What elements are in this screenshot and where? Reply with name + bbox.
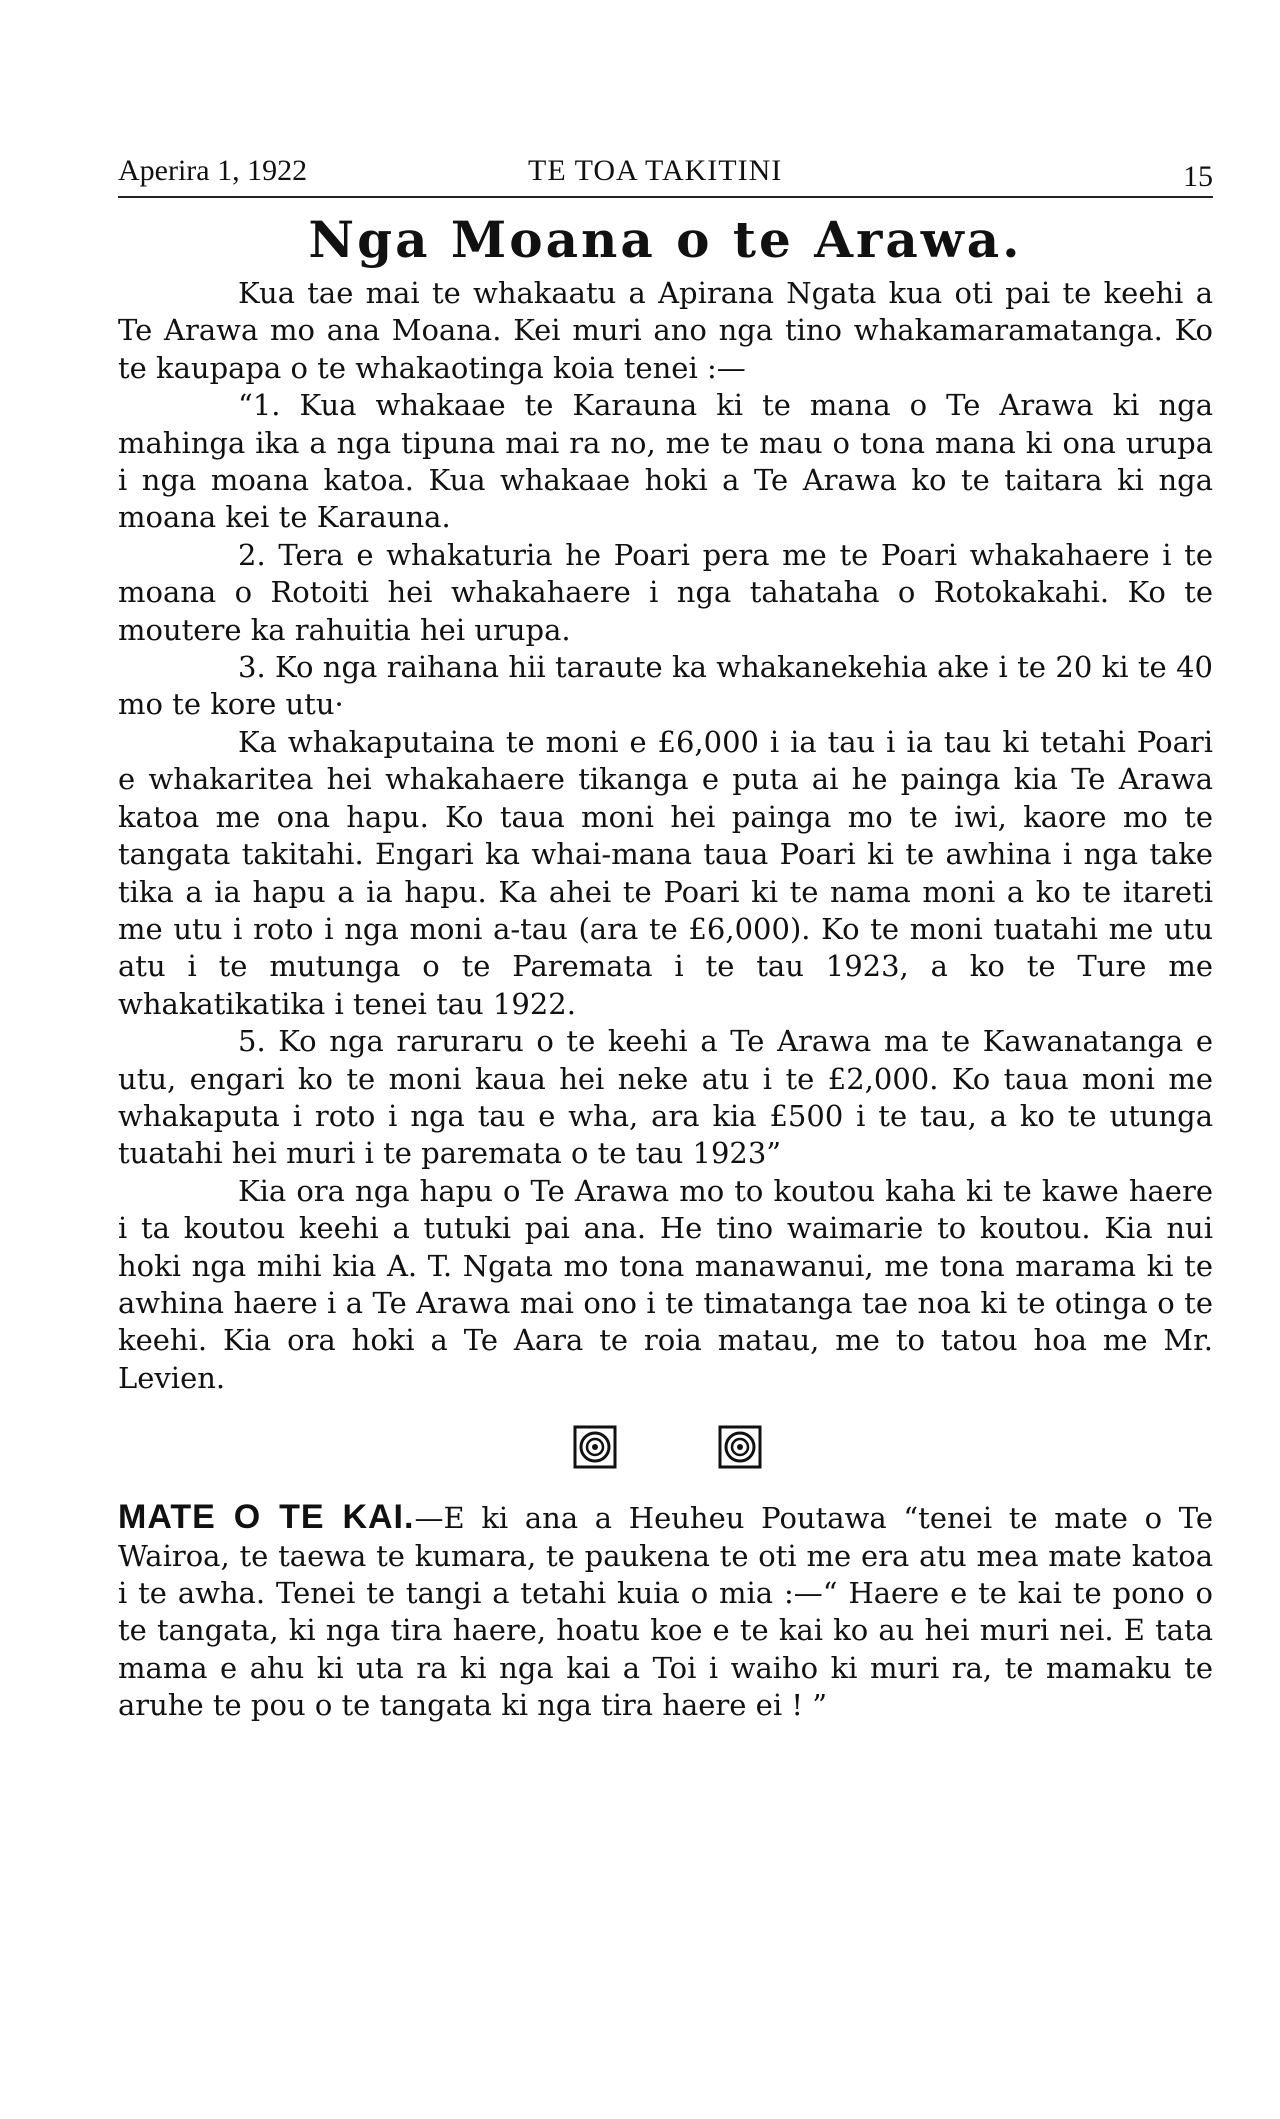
page <box>118 150 1213 1725</box>
article-paragraph: Ka whakaputaina te moni e £6,000 i ia tau i ia tau ki tetahi Poari e whakaritea hei whakahaere tikanga e puta ai he painga kia Te Arawa katoa me ona hapu. Ko taua moni hei painga mo te iwi, kaore mo te tangata takitahi. Engari ka whai-mana taua Poari ki te awhina i nga take tika a ia hapu a ia hapu. Ka ahei te Poari ki te nama moni a ko te itareti me utu i roto i nga moni a-tau (ara te £6,000). Ko te moni tuatahi me utu atu i te mutunga o te Paremata i te tau 1923, a ko te Ture me whakatikatika i tenei tau 1922. <box>118 724 1213 1021</box>
article-body <box>118 275 1213 1397</box>
section-divider <box>118 1417 1213 1487</box>
article-paragraph: 5. Ko nga raruraru o te keehi a Te Arawa ma te Kawanatanga e utu, engari ko te moni kaua hei neke atu i te £2,000. Ko taua moni me whakaputa i roto i nga tau e wha, ara kia £500 i te tau, a ko te utunga tuatahi hei muri i te paremata o te tau 1923” <box>118 1024 1213 1171</box>
running-head <box>118 150 1213 198</box>
ornament-icon <box>718 1425 762 1469</box>
article-paragraph: Kia ora nga hapu o Te Arawa mo to koutou kaha ki te kawe haere i ta koutou keehi a tutuki pai ana. He tino waimarie to koutou. Kia nui hoki nga mihi kia A. T. Ngata mo tona manawanui, me tona marama ki te awhina haere i a Te Arawa mai ono i te timatanga tae noa ki te otinga o te keehi. Kia ora hoki a Te Aara te roia matau, me to tatou hoa me Mr. Levien. <box>118 1173 1213 1395</box>
notice-paragraph <box>118 1499 1213 1724</box>
page-number: 15 <box>1183 160 1213 193</box>
article-paragraph: 3. Ko nga raihana hii taraute ka whakanekehia ake i te 20 ki te 40 mo te kore utu· <box>118 650 1213 722</box>
journal-title: TE TOA TAKITINI <box>528 154 783 187</box>
notice-section <box>118 1499 1213 1724</box>
article-title: Nga Moana o te Arawa. <box>308 210 1023 269</box>
ornament-icon <box>573 1425 617 1469</box>
article-paragraph: “1. Kua whakaae te Karauna ki te mana o Te Arawa ki nga mahinga ika a nga tipuna mai ra no, me te mau o tona mana ki ona urupa i nga moana katoa. Kua whakaae hoki a Te Arawa ko te taitara ki nga moana kei te Karauna. <box>118 388 1213 535</box>
issue-date: Aperira 1, 1922 <box>118 154 308 187</box>
article-paragraph: Kua tae mai te whakaatu a Apirana Ngata kua oti pai te keehi a Te Arawa mo ana Moana. Kei muri ano nga tino whakamaramatanga. Ko te kaupapa o te whakaotinga koia tenei :— <box>118 276 1213 385</box>
notice-heading: MATE O TE KAI. <box>118 1498 415 1537</box>
article-paragraph: 2. Tera e whakaturia he Poari pera me te Poari whakahaere i te moana o Rotoiti hei whakahaere i nga tahataha o Rotokakahi. Ko te moutere ka rahuitia hei urupa. <box>118 537 1213 647</box>
notice-text: —E ki ana a Heuheu Poutawa “tenei te mate o Te Wairoa, te taewa te kumara, te paukena te oti me era atu mea mate katoa i te awha. Tenei te tangi a tetahi kuia o mia :—“ Haere e te kai te pono o te tangata, ki nga tira haere, hoatu koe e te kai ko au hei muri nei. E tata mama e ahu ki uta ra ki nga kai a Toi i waiho ki muri ra, te mamaku te aruhe te pou o te tangata ki nga tira haere ei ! ” <box>118 1501 1213 1723</box>
